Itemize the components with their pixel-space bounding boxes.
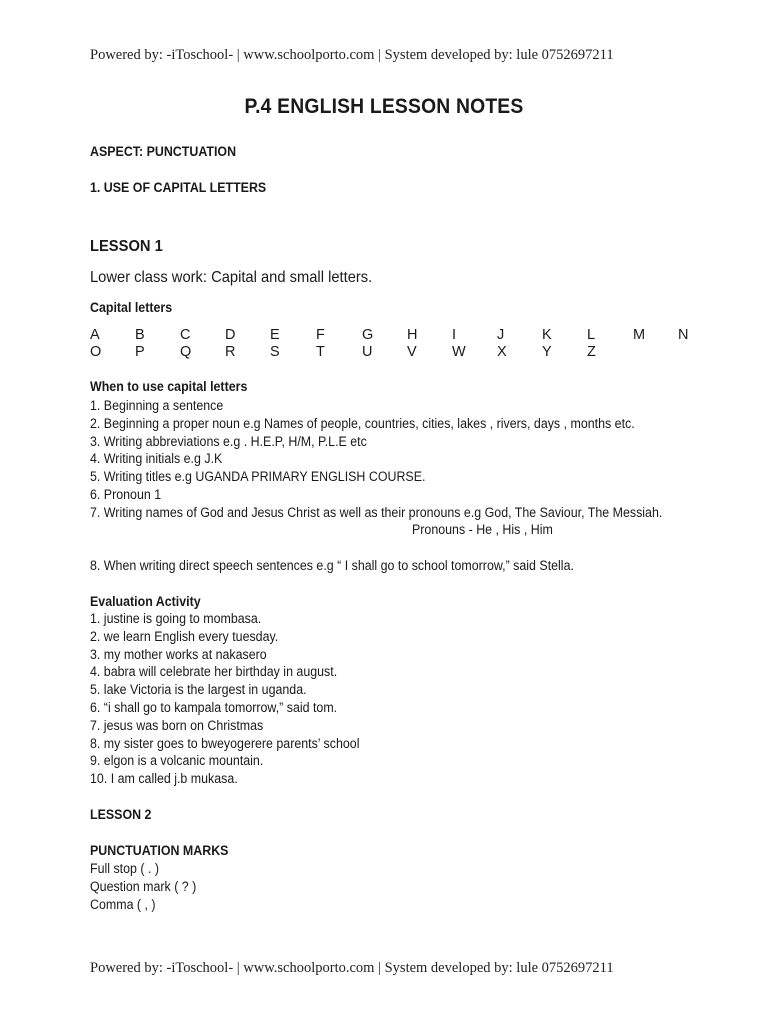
list-item: 3. Writing abbreviations e.g . H.E.P, H/M, P.L.E etc bbox=[90, 433, 367, 449]
alphabet-letter: S bbox=[270, 344, 280, 360]
alphabet-letter: Q bbox=[180, 344, 192, 360]
list-item: 1. Beginning a sentence bbox=[90, 398, 224, 413]
capital-rules-list bbox=[90, 397, 712, 522]
pronouns-line: Pronouns - He , His , Him bbox=[412, 522, 553, 537]
alphabet-letter: Y bbox=[542, 344, 552, 360]
alphabet-letter: U bbox=[362, 344, 373, 360]
aspect-label: ASPECT: PUNCTUATION bbox=[90, 144, 237, 159]
rule-8: 8. When writing direct speech sentences e.g “ I shall go to school tomorrow,” said Stella. bbox=[90, 558, 574, 573]
list-item: 5. Writing titles e.g UGANDA PRIMARY ENGLISH COURSE. bbox=[90, 469, 426, 485]
header-powered-by: Powered by: -iToschool- | www.schoolporto.com | System developed by: lule 0752697211 bbox=[90, 47, 614, 63]
topic-heading: 1. USE OF CAPITAL LETTERS bbox=[90, 180, 267, 195]
lesson1-subheading: Lower class work: Capital and small letters. bbox=[90, 269, 373, 286]
alphabet-letter: I bbox=[452, 327, 457, 343]
alphabet-letter: A bbox=[90, 327, 100, 343]
lesson2-heading: LESSON 2 bbox=[90, 807, 152, 822]
list-item: 6. “i shall go to kampala tomorrow,” said tom. bbox=[90, 699, 338, 715]
alphabet-letter: E bbox=[270, 327, 280, 343]
list-item: 9. elgon is a volcanic mountain. bbox=[90, 753, 264, 769]
punctuation-marks-list bbox=[90, 860, 206, 913]
alphabet-letter: W bbox=[452, 344, 466, 360]
list-item: 2. we learn English every tuesday. bbox=[90, 628, 279, 644]
alphabet-letter: T bbox=[316, 344, 325, 360]
alphabet-letter: C bbox=[180, 327, 191, 343]
alphabet-letter: G bbox=[362, 327, 374, 343]
alphabet-letter: F bbox=[316, 327, 325, 343]
alphabet-letter: L bbox=[587, 327, 596, 343]
alphabet-letter: H bbox=[407, 327, 418, 343]
alphabet-letter: P bbox=[135, 344, 145, 360]
alphabet-letter: X bbox=[497, 344, 507, 360]
alphabet-letter: M bbox=[633, 327, 646, 343]
list-item: 1. justine is going to mombasa. bbox=[90, 611, 262, 626]
alphabet-letter: V bbox=[407, 344, 417, 360]
evaluation-list bbox=[90, 610, 383, 788]
list-item: 2. Beginning a proper noun e.g Names of people, countries, cities, lakes , rivers, days , months etc. bbox=[90, 415, 635, 431]
footer-powered-by: Powered by: -iToschool- | www.schoolporto.com | System developed by: lule 0752697211 bbox=[90, 960, 614, 976]
list-item: 4. babra will celebrate her birthday in august. bbox=[90, 664, 338, 680]
list-item: 8. my sister goes to bweyogerere parents’ school bbox=[90, 735, 360, 751]
capital-letters-label: Capital letters bbox=[90, 300, 173, 315]
list-item: Comma ( , ) bbox=[90, 896, 156, 912]
alphabet-letter: K bbox=[542, 327, 552, 343]
list-item: Question mark ( ? ) bbox=[90, 878, 197, 894]
alphabet-letter: D bbox=[225, 327, 236, 343]
lesson1-heading: LESSON 1 bbox=[90, 238, 163, 255]
alphabet-letter: J bbox=[497, 327, 505, 343]
list-item: 3. my mother works at nakasero bbox=[90, 646, 267, 662]
list-item: 10. I am called j.b mukasa. bbox=[90, 771, 238, 787]
list-item: 6. Pronoun 1 bbox=[90, 486, 162, 502]
list-item: 4. Writing initials e.g J.K bbox=[90, 451, 223, 467]
evaluation-label: Evaluation Activity bbox=[90, 594, 201, 609]
list-item: 7. Writing names of God and Jesus Christ as well as their pronouns e.g God, The Saviour, The Messiah. bbox=[90, 504, 663, 520]
punctuation-marks-label: PUNCTUATION MARKS bbox=[90, 843, 229, 858]
alphabet-letter: B bbox=[135, 327, 145, 343]
when-to-use-label: When to use capital letters bbox=[90, 379, 248, 394]
alphabet-letter: O bbox=[90, 344, 102, 360]
page-title: P.4 ENGLISH LESSON NOTES bbox=[244, 95, 524, 118]
list-item: 7. jesus was born on Christmas bbox=[90, 717, 264, 733]
list-item: Full stop ( . ) bbox=[90, 861, 160, 876]
list-item: 5. lake Victoria is the largest in uganda. bbox=[90, 682, 307, 698]
alphabet-letter: N bbox=[678, 327, 689, 343]
alphabet-letter: R bbox=[225, 344, 236, 360]
alphabet-letter: Z bbox=[587, 344, 596, 360]
